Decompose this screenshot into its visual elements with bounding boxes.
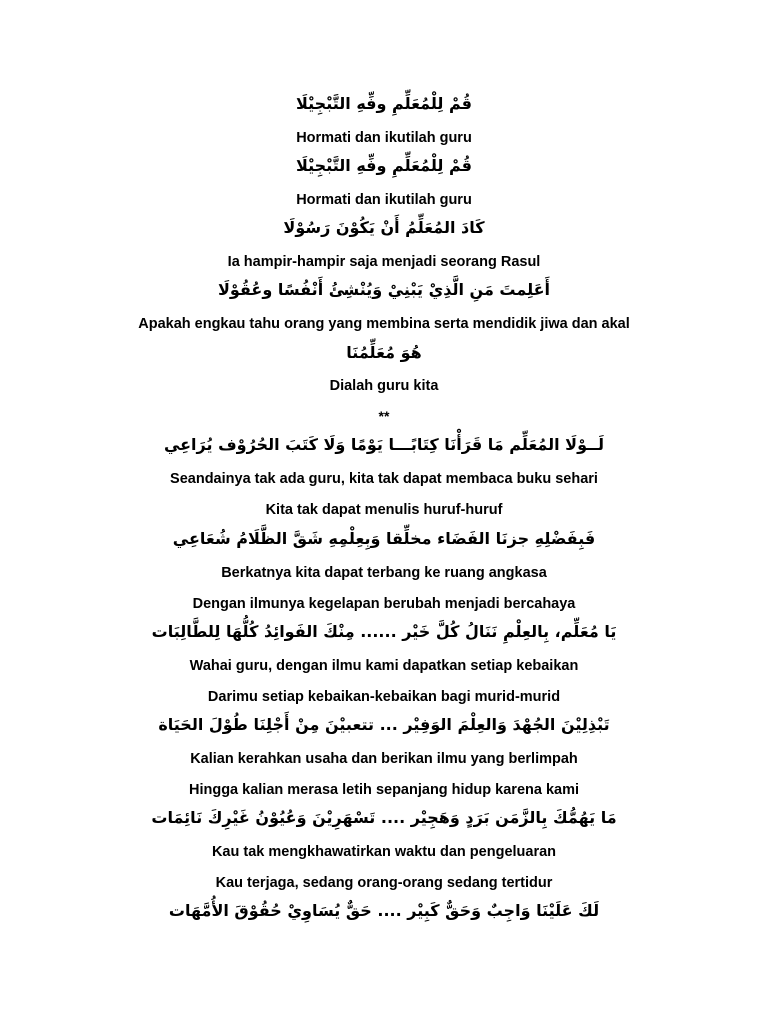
arabic-verse: فَبِفَضْلِهِ جزنَا الفَضَاء مخلِّقا وَبِعِلْمِهِ شَقَّ الظَّلَامُ شُعَاعِي <box>172 529 596 548</box>
translation-line: Berkatnya kita dapat terbang ke ruang angkasa <box>221 565 547 581</box>
translation-line: Kau tak mengkhawatirkan waktu dan pengeluaran <box>211 844 557 860</box>
arabic-verse: تَبْذِلِيْنَ الجُهْدَ وَالعِلْمَ الوَفِيْر ... تتعبيْنَ مِنْ أَجْلِنَا طُوْلَ الحَيَاة <box>158 715 610 734</box>
arabic-verse: لَكَ عَلَيْنَا وَاجِبٌ وَحَقٌّ كَبِيْر .... حَقٌّ يُسَاوِيْ حُقُوْقَ الأُمَّهَات <box>168 901 600 920</box>
translation-line: Hingga kalian merasa letih sepanjang hidup karena kami <box>188 782 580 798</box>
translation-line: Apakah engkau tahu orang yang membina serta mendidik jiwa dan akal <box>138 316 630 332</box>
arabic-verse: هُوَ مُعَلِّمُنَا <box>346 343 422 362</box>
translation-line: Seandainya tak ada guru, kita tak dapat membaca buku sehari <box>170 471 598 487</box>
translation-line: Wahai guru, dengan ilmu kami dapatkan setiap kebaikan <box>189 658 579 674</box>
translation-line: Darimu setiap kebaikan-kebaikan bagi murid-murid <box>207 689 561 705</box>
translation-line: Kau terjaga, sedang orang-orang sedang tertidur <box>215 875 553 891</box>
arabic-verse: مَا يَهُمُّكَ بِالزَّمَن بَرَدٍ وَهَجِيْر .... تَسْهَرِيْنَ وَعُيُوْنُ غَيْرِكَ نَائِمَات <box>151 808 617 827</box>
section-separator: ** <box>378 408 390 424</box>
translation-line: Hormati dan ikutilah guru <box>296 130 472 146</box>
arabic-verse: أَعَلِمتَ مَنِ الَّذِيْ يَبْنِيْ وَيُنْشِئُ أَنْفُسًا وعُقُوْلَا <box>217 280 551 299</box>
arabic-verse: لَــوْلَا المُعَلِّم مَا قَرَأْنَا كِتَابًـــا يَوْمًا وَلَا كَتَبَ الحُرُوْف يُرَاعِي <box>163 435 605 454</box>
translation-line: Kalian kerahkan usaha dan berikan ilmu yang berlimpah <box>190 751 578 767</box>
arabic-verse: قُمْ لِلْمُعَلِّمِ وفِّهِ التَّبْجِيْلَا <box>296 94 472 113</box>
translation-line: Dialah guru kita <box>329 378 439 394</box>
arabic-verse: يَا مُعَلِّم، بِالعِلْمِ نَنَالُ كُلَّ خَيْر ...... مِنْكَ الفَوائِدُ كُلُّهَا لِلطَّالِبَات <box>151 622 617 641</box>
translation-line: Ia hampir-hampir saja menjadi seorang Rasul <box>227 254 541 270</box>
arabic-verse: قُمْ لِلْمُعَلِّمِ وفِّهِ التَّبْجِيْلَا <box>296 156 472 175</box>
translation-line: Dengan ilmunya kegelapan berubah menjadi bercahaya <box>192 596 576 612</box>
translation-line: Kita tak dapat menulis huruf-huruf <box>265 502 503 518</box>
translation-line: Hormati dan ikutilah guru <box>296 192 472 208</box>
arabic-verse: كَادَ المُعَلِّمُ أَنْ يَكُوْنَ رَسُوْلَا <box>283 218 485 237</box>
